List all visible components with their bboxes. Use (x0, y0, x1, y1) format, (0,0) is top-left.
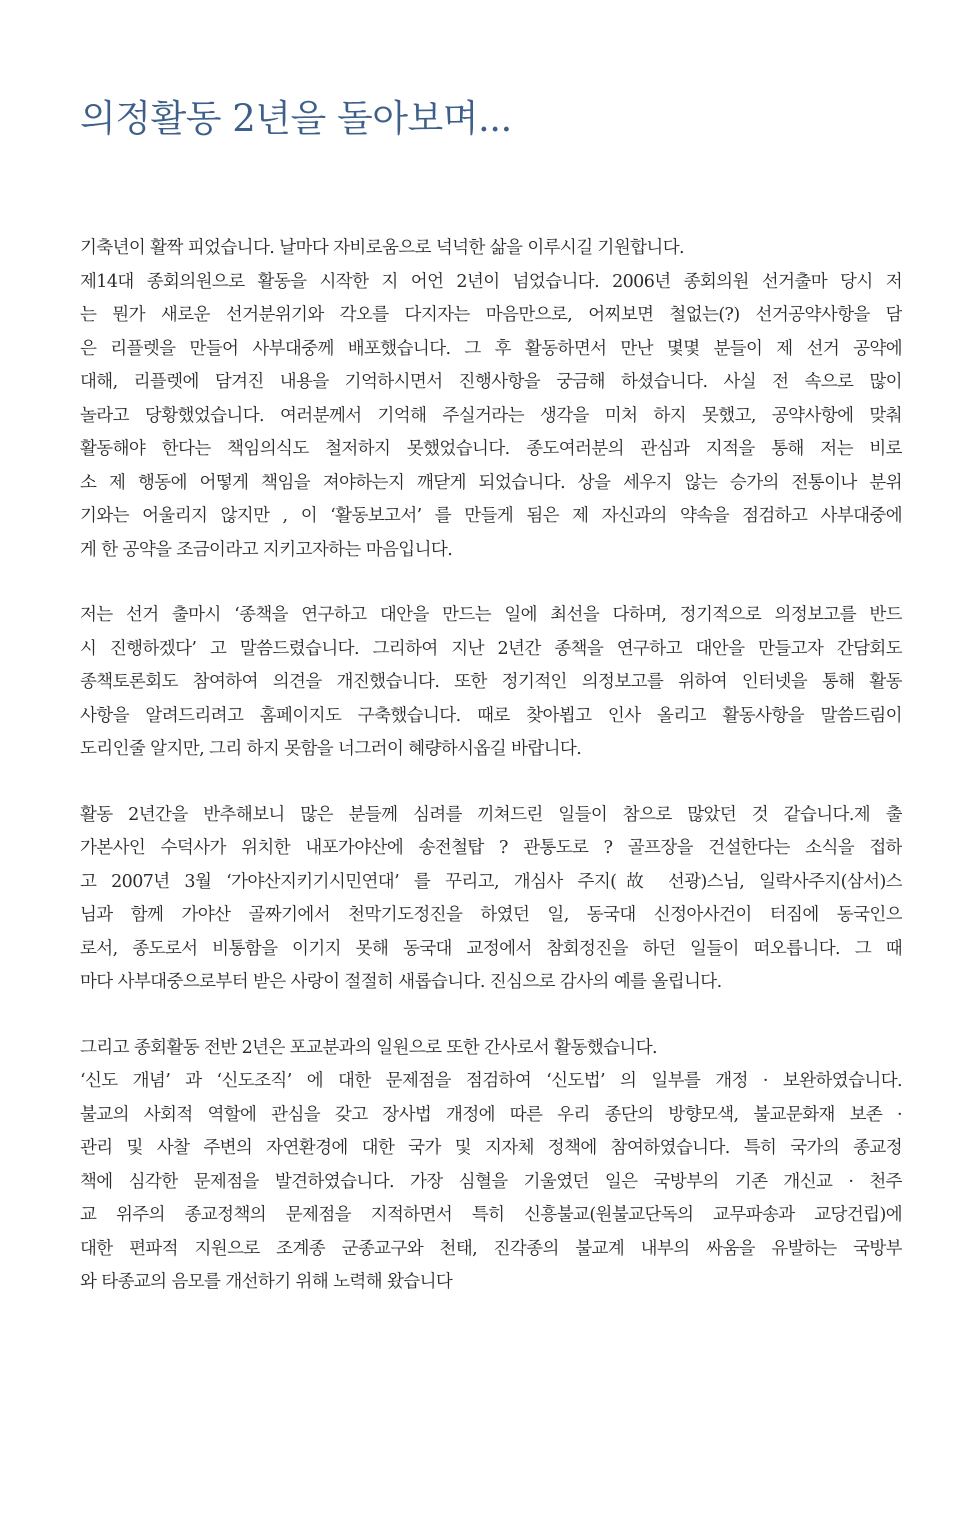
text-line: 불교의 사회적 역할에 관심을 갖고 장사법 개정에 따른 우리 종단의 방향모색, 불교문화재 보존 · (80, 1104, 902, 1125)
text-line: 게 한 공약을 조금이라고 지키고자하는 마음입니다. (80, 539, 453, 560)
text-line: 활동 2년간을 반추해보니 많은 분들께 심려를 끼쳐드린 일들이 참으로 많았던 것 같습니다.제 출 (80, 804, 902, 825)
text-line: 님과 함께 가야산 골짜기에서 천막기도정진을 하였던 일, 동국대 신정아사건이 터짐에 동국인으 (80, 905, 902, 925)
paragraph-2 (80, 599, 902, 767)
text-line: 와 타종교의 음모를 개선하기 위해 노력해 왔습니다 (80, 1272, 453, 1292)
text-line: 도리인줄 알지만, 그리 하지 못함을 너그러이 혜량하시옵길 바랍니다. (80, 739, 582, 759)
text-line: 기축년이 활짝 피었습니다. 날마다 자비로움으로 넉넉한 삶을 이루시길 기원합니다. (80, 238, 684, 258)
paragraph-3 (80, 799, 902, 1000)
text-line: 고 2007년 3월 ‘가야산지키기시민연대’ 를 꾸리고, 개심사 주지(故 선광)스님, 일락사주지(삼서)스 (80, 871, 902, 892)
text-line: 그리고 종회활동 전반 2년은 포교분과의 일원으로 또한 간사로서 활동했습니다. (80, 1037, 657, 1058)
text-line: 제14대 종회의원으로 활동을 시작한 지 어언 2년이 넘었습니다. 2006년 종회의원 선거출마 당시 저 (80, 271, 902, 292)
text-line: 대해, 리플렛에 담겨진 내용을 기억하시면서 진행사항을 궁금해 하셨습니다. 사실 전 속으로 많이 (80, 372, 902, 392)
text-line: 마다 사부대중으로부터 받은 사랑이 절절히 새롭습니다. 진심으로 감사의 예를 올립니다. (80, 972, 722, 992)
text-line: 종책토론회도 참여하여 의견을 개진했습니다. 또한 정기적인 의정보고를 위하여 인터넷을 통해 활동 (80, 672, 902, 692)
text-line: 시 진행하겠다’ 고 말씀드렸습니다. 그리하여 지난 2년간 종책을 연구하고 대안을 만들고자 간담회도 (80, 638, 902, 659)
text-line: 기와는 어울리지 않지만 , 이 ‘활동보고서’ 를 만들게 됨은 제 자신과의 약속을 점검하고 사부대중에 (80, 506, 902, 526)
text-line: ‘신도 개념’ 과 ‘신도조직’ 에 대한 문제점을 점검하여 ‘신도법’ 의 일부를 개정 · 보완하였습니다. (80, 1071, 902, 1091)
text-line: 는 뭔가 새로운 선거분위기와 각오를 다지자는 마음만으로, 어찌보면 철없는(?) 선거공약사항을 담 (80, 305, 902, 325)
text-line: 은 리플렛을 만들어 사부대중께 배포했습니다. 그 후 활동하면서 만난 몇몇 분들이 제 선거 공약에 (80, 338, 902, 359)
paragraph-1 (80, 232, 902, 567)
text-line: 로서, 종도로서 비통함을 이기지 못해 동국대 교정에서 참회정진을 하던 일들이 떠오릅니다. 그 때 (80, 938, 902, 959)
text-line: 가본사인 수덕사가 위치한 내포가야산에 송전철탑 ? 관통도로 ? 골프장을 건설한다는 소식을 접하 (80, 838, 902, 858)
paragraph-4 (80, 1032, 902, 1300)
text-line: 대한 편파적 지원으로 조계종 군종교구와 천태, 진각종의 불교계 내부의 싸움을 유발하는 국방부 (80, 1238, 902, 1259)
page-title: 의정활동 2년을 돌아보며... (80, 97, 512, 140)
text-line: 놀라고 당황했었습니다. 여러분께서 기억해 주실거라는 생각을 미처 하지 못했고, 공약사항에 맞춰 (80, 405, 902, 426)
text-line: 관리 및 사찰 주변의 자연환경에 대한 국가 및 지자체 정책에 참여하였습니다. 특히 국가의 종교정 (80, 1138, 902, 1158)
text-line: 활동해야 한다는 책임의식도 철저하지 못했었습니다. 종도여러분의 관심과 지적을 통해 저는 비로 (80, 439, 902, 459)
body-text (80, 232, 902, 1332)
text-line: 교 위주의 종교정책의 문제점을 지적하면서 특히 신흥불교(원불교단독의 교무파송과 교당건립)에 (80, 1205, 902, 1225)
text-line: 사항을 알려드리려고 홈페이지도 구축했습니다. 때로 찾아뵙고 인사 올리고 활동사항을 말씀드림이 (80, 705, 902, 726)
text-line: 소 제 행동에 어떻게 책임을 져야하는지 깨닫게 되었습니다. 상을 세우지 않는 승가의 전통이나 분위 (80, 472, 902, 493)
text-line: 책에 심각한 문제점을 발견하였습니다. 가장 심혈을 기울였던 일은 국방부의 기존 개신교 · 천주 (80, 1171, 902, 1192)
text-line: 저는 선거 출마시 ‘종책을 연구하고 대안을 만드는 일에 최선을 다하며, 정기적으로 의정보고를 반드 (80, 605, 902, 625)
